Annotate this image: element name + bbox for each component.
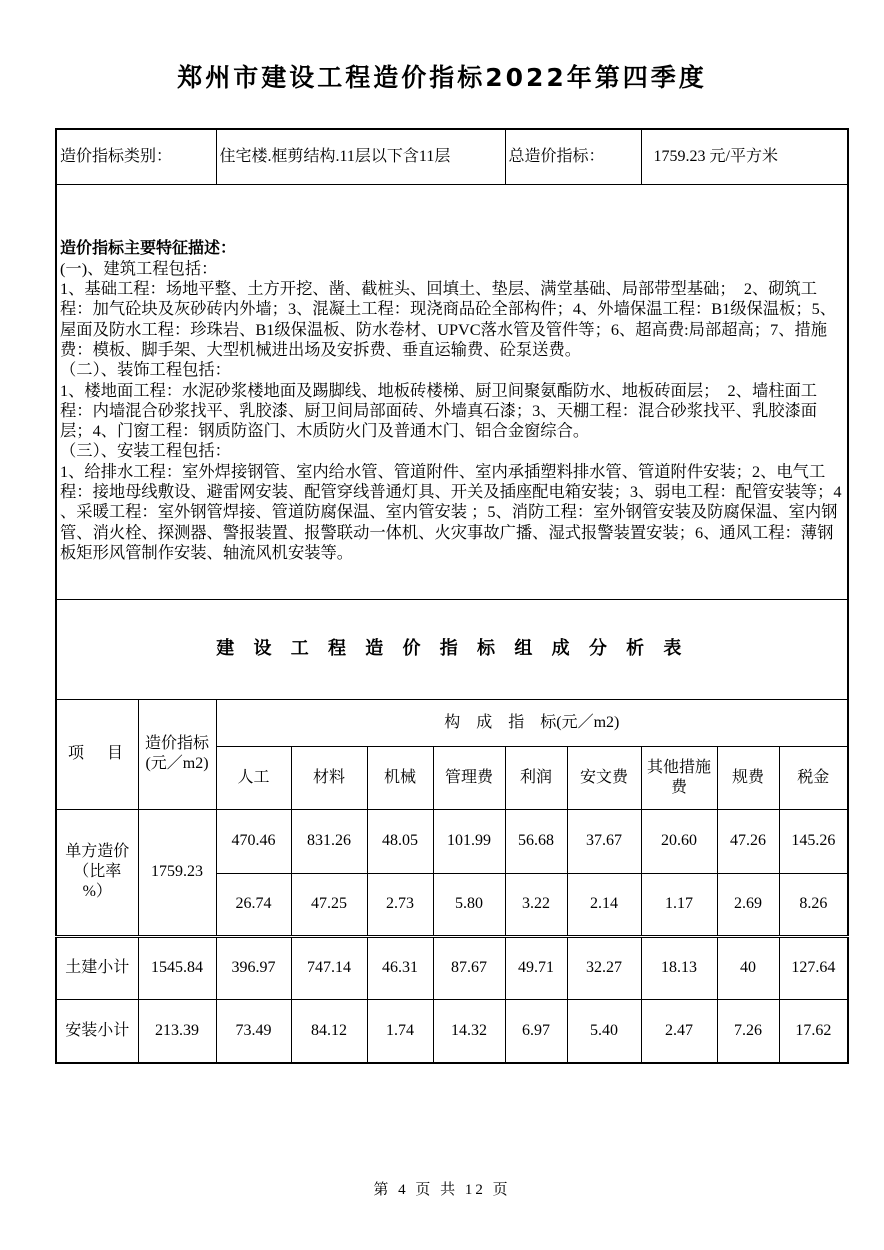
col-header-other-measures-fee: 其他措施费 [641, 746, 717, 809]
civil-subtotal-material: 747.14 [291, 936, 367, 999]
description-line: (一)、建筑工程包括： [60, 258, 218, 278]
unit-cost-label [56, 809, 138, 936]
description-line: 1、给排水工程：室外焊接钢管、室内给水管、管道附件、室内承插塑料排水管、管道附件安装；2、电气工 [60, 461, 826, 481]
description-line: 程：加气砼块及灰砂砖内外墙；3、混凝土工程：现浇商品砼全部构件；4、外墙保温工程：B1级保温板；5、 [60, 299, 837, 319]
item-header: 项 目 [56, 699, 138, 809]
unit-ratio-safety-fee: 2.14 [567, 873, 641, 936]
description-row [56, 184, 848, 599]
category-value: 住宅楼.框剪结构.11层以下含11层 [216, 129, 505, 184]
total-index-label: 总造价指标： [505, 129, 641, 184]
description-line: 1、基础工程：场地平整、土方开挖、凿、截桩头、回填土、垫层、满堂基础、局部带型基础； 2、砌筑工 [60, 279, 818, 299]
civil-subtotal-safety-fee: 32.27 [567, 936, 641, 999]
install-subtotal-tax: 17.62 [779, 999, 848, 1063]
unit-cost-profit: 56.68 [505, 809, 567, 873]
col-header-profit: 利润 [505, 746, 567, 809]
cost-index-header [138, 699, 216, 809]
unit-cost-other-measures-fee: 20.60 [641, 809, 717, 873]
description-line: 板矩形风管制作安装、轴流风机安装等。 [60, 542, 354, 562]
unit-ratio-tax: 8.26 [779, 873, 848, 936]
install-subtotal-index: 213.39 [138, 999, 216, 1063]
unit-ratio-material: 47.25 [291, 873, 367, 936]
unit-cost-tax: 145.26 [779, 809, 848, 873]
description-heading: 造价指标主要特征描述： [60, 239, 237, 257]
civil-subtotal-index: 1545.84 [138, 936, 216, 999]
unit-cost-label-line: %） [82, 883, 112, 900]
unit-cost-machinery: 48.05 [367, 809, 433, 873]
civil-subtotal-profit: 49.71 [505, 936, 567, 999]
unit-ratio-machinery: 2.73 [367, 873, 433, 936]
description-line: 1、楼地面工程：水泥砂浆楼地面及踢脚线、地板砖楼梯、厨卫间聚氨酯防水、地板砖面层； 2、墙柱面工 [60, 380, 818, 400]
description-line: 管、消火栓、探测器、警报装置、报警联动一体机、火灾事故广播、湿式报警装置安装；6、通风工程：薄钢 [60, 522, 834, 542]
civil-subtotal-machinery: 46.31 [367, 936, 433, 999]
civil-subtotal-statutory-fee: 40 [717, 936, 779, 999]
header-row [56, 699, 848, 746]
civil-subtotal-labor: 396.97 [216, 936, 291, 999]
unit-ratio-profit: 3.22 [505, 873, 567, 936]
civil-subtotal-other-measures-fee: 18.13 [641, 936, 717, 999]
description-line: （二）、装饰工程包括： [60, 360, 231, 380]
document-title: 郑州市建设工程造价指标2022年第四季度 [177, 63, 707, 92]
col-header-material: 材料 [291, 746, 367, 809]
install-subtotal-statutory-fee: 7.26 [717, 999, 779, 1063]
description-line: 程：接地母线敷设、避雷网安装、配管穿线普通灯具、开关及插座配电箱安装；3、弱电工程：配管安装等；4 [60, 482, 842, 502]
install-subtotal-labor: 73.49 [216, 999, 291, 1063]
civil-subtotal-row [56, 936, 848, 999]
civil-subtotal-label: 土建小计 [56, 936, 138, 999]
install-subtotal-other-measures-fee: 2.47 [641, 999, 717, 1063]
description-line: 程：内墙混合砂浆找平、乳胶漆、厨卫间局部面砖、外墙真石漆；3、天棚工程：混合砂浆找平、乳胶漆面 [60, 400, 818, 420]
description-line: 、采暖工程：室外钢管焊接、管道防腐保温、室内管安装 ；5、消防工程：室外钢管安装及防腐保温、室内钢 [60, 502, 838, 522]
analysis-title-row [56, 599, 848, 699]
feature-description [56, 184, 848, 599]
unit-ratio-management-fee: 5.80 [433, 873, 505, 936]
civil-subtotal-tax: 127.64 [779, 936, 848, 999]
unit-cost-safety-fee: 37.67 [567, 809, 641, 873]
cost-index-table [55, 128, 849, 1064]
description-line: 层；4、门窗工程：钢质防盗门、木质防火门及普通木门、铝合金窗综合。 [60, 421, 590, 441]
unit-cost-statutory-fee: 47.26 [717, 809, 779, 873]
summary-row [56, 129, 848, 184]
col-header-tax: 税金 [779, 746, 848, 809]
install-subtotal-profit: 6.97 [505, 999, 567, 1063]
unit-cost-management-fee: 101.99 [433, 809, 505, 873]
unit-cost-row [56, 809, 848, 873]
col-header-labor: 人工 [216, 746, 291, 809]
col-header-safety-fee: 安文费 [567, 746, 641, 809]
install-subtotal-safety-fee: 5.40 [567, 999, 641, 1063]
unit-ratio-other-measures-fee: 1.17 [641, 873, 717, 936]
description-line: 屋面及防水工程：珍珠岩、B1级保温板、防水卷材、UPVC落水管及管件等；6、超高费:局部超高；7、措施 [60, 319, 828, 339]
unit-cost-labor: 470.46 [216, 809, 291, 873]
install-subtotal-label: 安装小计 [56, 999, 138, 1063]
col-header-statutory-fee: 规费 [717, 746, 779, 809]
unit-ratio-labor: 26.74 [216, 873, 291, 936]
unit-cost-label-line: 单方造价 [65, 843, 130, 860]
total-index-value: 1759.23 元/平方米 [641, 129, 848, 184]
install-subtotal-row [56, 999, 848, 1063]
unit-ratio-statutory-fee: 2.69 [717, 873, 779, 936]
cost-index-header-line: (元／m2) [145, 755, 209, 772]
install-subtotal-material: 84.12 [291, 999, 367, 1063]
civil-subtotal-management-fee: 87.67 [433, 936, 505, 999]
install-subtotal-machinery: 1.74 [367, 999, 433, 1063]
unit-cost-material: 831.26 [291, 809, 367, 873]
description-line: 费：模板、脚手架、大型机械进出场及安拆费、垂直运输费、砼泵送费。 [60, 339, 582, 359]
analysis-table-title: 建 设 工 程 造 价 指 标 组 成 分 析 表 [56, 599, 848, 699]
unit-cost-label-line: （比率 [73, 863, 122, 880]
description-line: （三）、安装工程包括： [60, 441, 231, 461]
cost-index-header-line: 造价指标 [145, 735, 210, 752]
col-header-machinery: 机械 [367, 746, 433, 809]
col-header-management-fee: 管理费 [433, 746, 505, 809]
composition-header: 构 成 指 标(元／m2) [216, 699, 848, 746]
install-subtotal-management-fee: 14.32 [433, 999, 505, 1063]
category-label: 造价指标类别： [56, 129, 216, 184]
unit-cost-index: 1759.23 [138, 809, 216, 936]
page-number: 第 4 页 共 12 页 [373, 1182, 511, 1198]
